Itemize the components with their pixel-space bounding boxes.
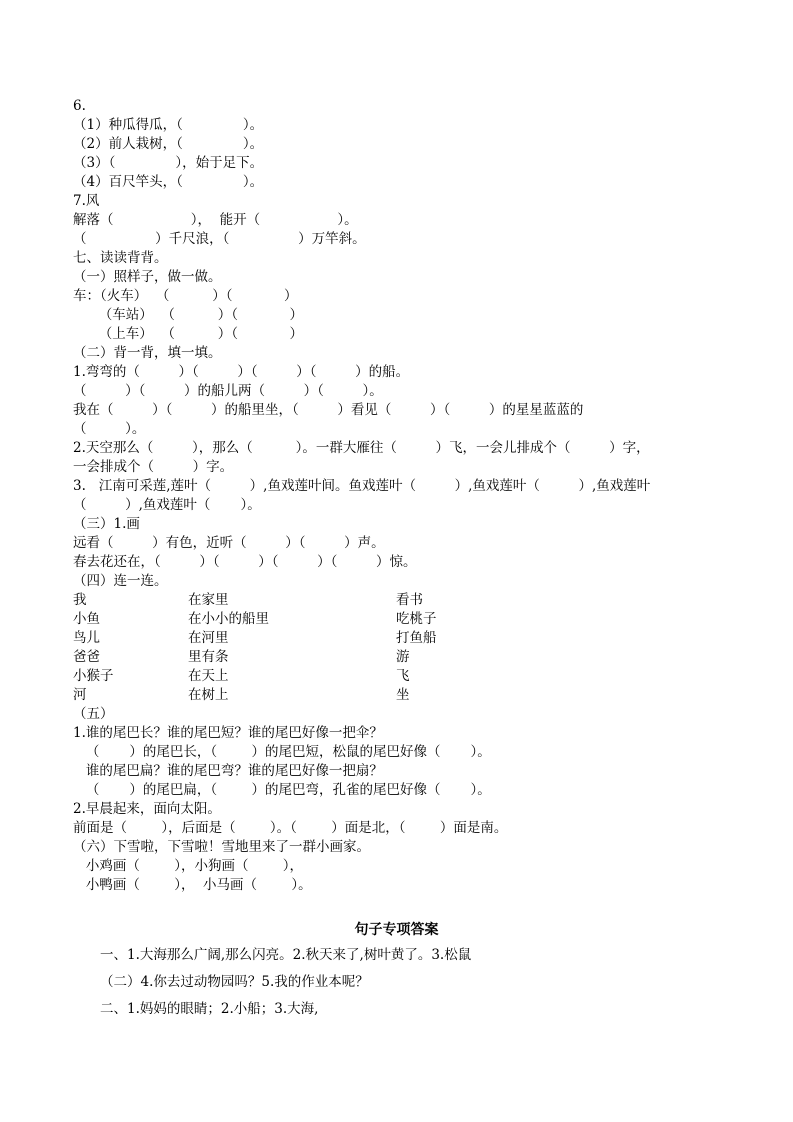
match-left: 河 (73, 687, 87, 703)
question-line: 谁的尾巴扁？谁的尾巴弯？谁的尾巴好像一把扇？ (73, 763, 383, 779)
fill-line: （4）百尺竿头，（ ）。 (73, 174, 264, 190)
answer-line: （二）4.你去过动物园吗？5.我的作业本呢？ (100, 974, 369, 990)
fill-line: 小鸭画（ ）， 小马画（ ）。 (73, 877, 312, 893)
match-right: 打鱼船 (396, 630, 437, 646)
answer-line: 一、1.大海那么广阔,那么闪亮。2.秋天来了,树叶黄了。3.松鼠 (100, 947, 472, 963)
fill-line: 我在（ ）（ ）的船里坐，（ ）看见（ ）（ ）的星星蓝蓝的 (73, 402, 584, 418)
fill-line: （ ）（ ）的船儿两（ ）（ ）。 (73, 383, 383, 399)
fill-line: 3. 江南可采莲,莲叶（ ）,鱼戏莲叶间。鱼戏莲叶（ ）,鱼戏莲叶（ ）,鱼戏莲叶 (73, 478, 651, 494)
question-line: 1.谁的尾巴长？谁的尾巴短？谁的尾巴好像一把伞？ (73, 725, 383, 741)
match-middle: 在河里 (188, 630, 229, 646)
subsection-heading: （五） (73, 706, 114, 722)
match-left: 爸爸 (73, 649, 100, 665)
question-number: 7.风 (73, 193, 100, 209)
fill-line: （ ）千尺浪，（ ）万竿斜。 (73, 231, 366, 247)
subsection-heading: （一）照样子，做一做。 (73, 269, 222, 285)
match-middle: 在家里 (188, 592, 229, 608)
question-number: 6. (73, 98, 86, 114)
fill-line: （ ）的尾巴长，（ ）的尾巴短，松鼠的尾巴好像（ ）。 (73, 744, 491, 760)
match-middle: 在树上 (188, 687, 229, 703)
match-middle: 在天上 (188, 668, 229, 684)
fill-line: （3）（ ），始于足下。 (73, 155, 264, 171)
match-right: 游 (396, 649, 410, 665)
fill-line: （ ）,鱼戏莲叶（ ）。 (73, 497, 261, 513)
fill-line: 前面是（ ），后面是（ ）。（ ）面是北，（ ）面是南。 (73, 820, 508, 836)
match-left: 小猴子 (73, 668, 114, 684)
fill-line: 2.天空那么（ ），那么（ ）。一群大雁往（ ）飞，一会儿排成个（ ）字， (73, 440, 650, 456)
fill-line: 小鸡画（ ），小狗画（ ）， (73, 858, 304, 874)
match-middle: 在小小的船里 (188, 611, 269, 627)
fill-line: 车：（火车） （ ）（ ） (73, 288, 298, 304)
subsection-heading: （三）1.画 (73, 516, 140, 532)
fill-line: （1）种瓜得瓜，（ ）。 (73, 117, 264, 133)
match-left: 鸟儿 (73, 630, 100, 646)
match-middle: 里有条 (188, 649, 229, 665)
fill-line: 解落（ ）， 能开（ ）。 (73, 212, 358, 228)
match-right: 吃桃子 (396, 611, 437, 627)
match-left: 我 (73, 592, 87, 608)
subsection-heading: （四）连一连。 (73, 573, 168, 589)
match-left: 小鱼 (73, 611, 100, 627)
fill-line: （上车） （ ）（ ） (73, 326, 303, 342)
fill-line: 远看（ ）有色，近听（ ）（ ）声。 (73, 535, 385, 551)
subsection-heading: （二）背一背，填一填。 (73, 345, 222, 361)
fill-line: 1.弯弯的（ ）（ ）（ ）（ ）的船。 (73, 364, 410, 380)
fill-line: （ ）。 (73, 421, 146, 437)
fill-line: 春去花还在，（ ）（ ）（ ）（ ）惊。 (73, 554, 417, 570)
match-right: 坐 (396, 687, 410, 703)
section-heading: 七、读读背背。 (73, 250, 168, 266)
subsection-heading: （六）下雪啦，下雪啦！雪地里来了一群小画家。 (73, 839, 370, 855)
fill-line: （车站） （ ）（ ） (73, 307, 303, 323)
fill-line: （ ）的尾巴扁，（ ）的尾巴弯，孔雀的尾巴好像（ ）。 (73, 782, 491, 798)
match-right: 飞 (396, 668, 410, 684)
answer-line: 二、1.妈妈的眼睛；2.小船；3.大海, (100, 1001, 319, 1017)
fill-line: 一会排成个（ ）字。 (73, 459, 234, 475)
question-line: 2.早晨起来，面向太阳。 (73, 801, 221, 817)
fill-line: （2）前人栽树，（ ）。 (73, 136, 264, 152)
answers-title: 句子专项答案 (354, 922, 439, 938)
match-right: 看书 (396, 592, 423, 608)
